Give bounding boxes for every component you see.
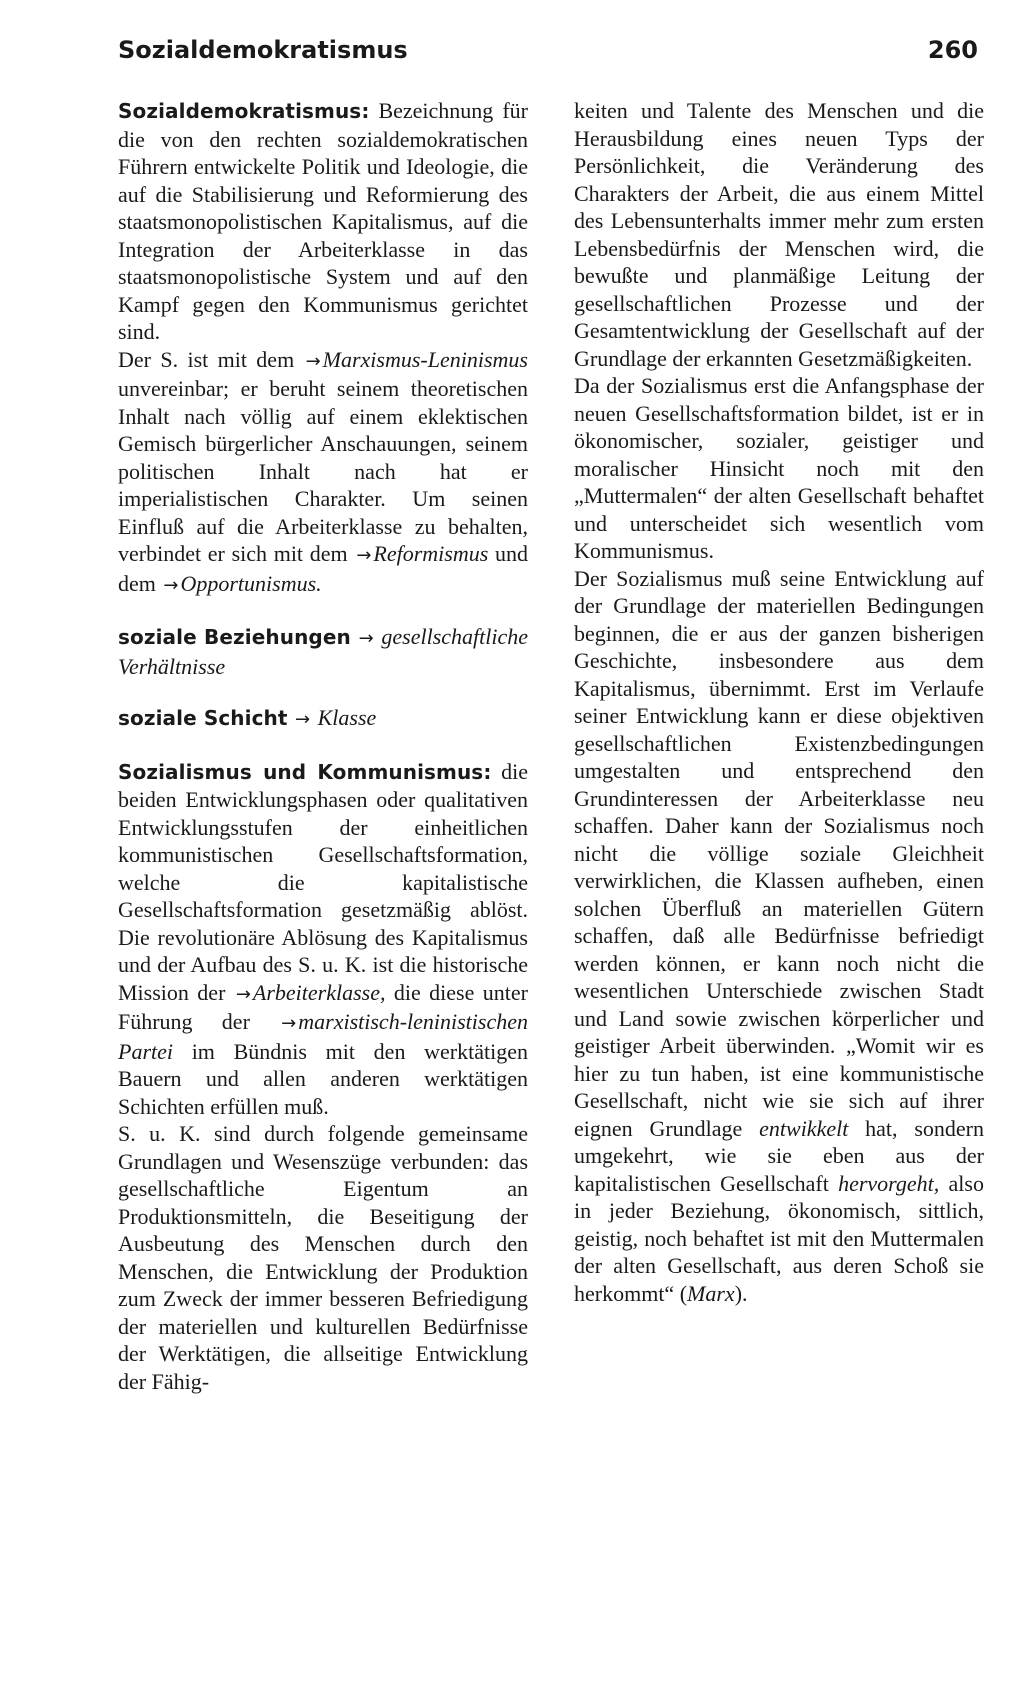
cross-reference[interactable]: Arbeiterklasse,: [252, 979, 386, 1005]
body-text: Der S. ist mit dem: [118, 346, 304, 372]
headword: Sozialdemokratismus:: [118, 99, 370, 123]
emphasis: entwikkelt: [759, 1115, 849, 1141]
cross-reference-arrow-icon: →: [305, 350, 321, 372]
cross-reference[interactable]: Opportunismus.: [180, 570, 322, 596]
entry-sozialismus-und-kommunismus: [118, 758, 528, 1121]
paragraph: Da der Sozialismus erst die Anfangsphase der neuen Gesellschaftsformation bildet, ist er in ökonomischer, sozialer, geistiger und moralischer Hinsicht noch mit den „Muttermalen“ der alten Gesellschaft behaftet und unterscheidet sich wesentlich vom Kommunismus.: [574, 373, 984, 563]
right-column: [574, 97, 984, 1307]
page-number: 260: [927, 36, 978, 64]
cross-reference-arrow-icon: →: [163, 574, 179, 596]
citation-author: Marx: [687, 1280, 735, 1306]
entry-sozialdemokratismus: [118, 97, 528, 346]
running-head-title: Sozialdemokratismus: [118, 36, 408, 64]
definition-text: Bezeichnung für die von den rechten sozialdemokratischen Führern entwickelte Politik und Ideologie, die auf die Stabilisierung und Reformierung des staatsmonopolistischen Kapitalismus, auf die Integration der Arbeiterklasse in das staatsmonopolistische System und auf den Kampf gegen den Kommunismus gerichtet sind.: [118, 98, 528, 344]
body-text: unvereinbar; er beruht seinem theoretischen Inhalt nach völlig auf einem eklektischen Gemisch bürgerlicher Anschauungen, seinem politischen Inhalt nach hat er imperialistischen Charakter. Um seinen Einfluß auf die Arbeiterklasse zu behalten, verbindet er sich mit dem: [118, 376, 528, 566]
body-text: hat, sondern umgekehrt, wie sie eben aus der kapitalistischen Gesellschaft: [574, 1115, 984, 1196]
cross-reference[interactable]: Reformismus: [373, 541, 489, 566]
paragraph: [118, 346, 528, 600]
cross-reference[interactable]: marxistisch-leninistischen Partei: [118, 1009, 528, 1064]
cross-reference[interactable]: Marxismus-Leninismus: [322, 346, 528, 372]
running-head: [118, 36, 978, 76]
body-text: im Bündnis mit den werktätigen Bauern und allen anderen werktätigen Schichten erfüllen muß.: [118, 1038, 528, 1119]
paragraph: S. u. K. sind durch folgende gemeinsame Grundlagen und Wesenszüge verbunden: das gesellschaftliche Eigentum an Produktionsmitteln, die Beseitigung der Ausbeutung des Menschen durch den Menschen, die Entwicklung der Produktion zum Zweck der immer besseren Befriedigung der materiellen und kulturellen Bedürfnisse der Werktätigen, die allseitige Entwicklung der Fähig-: [118, 1121, 528, 1394]
body-text: also in jeder Beziehung, ökonomisch, sittlich, geistig, noch behaftet ist mit den Muttermalen der alten Gesellschaft, aus deren Schoß sie herkommt“ (: [574, 1170, 984, 1306]
cross-reference-arrow-icon: →: [281, 1013, 297, 1034]
headword: soziale Beziehungen: [118, 625, 351, 649]
emphasis: hervorgeht,: [838, 1170, 940, 1196]
body-text: Der Sozialismus muß seine Entwicklung auf der Grundlage der materiellen Bedingungen beginnen, die er aus der ganzen bisherigen Geschichte, insbesondere aus dem Kapitalismus, übernimmt. Erst im Verlaufe seiner Entwicklung kann er diese objektiven gesellschaftlichen Existenzbedingungen umgestalten und entsprechend den Grundinteressen der Arbeiterklasse neu schaffen. Daher kann der Sozialismus noch nicht die völlige soziale Gleichheit verwirklichen, die Klassen aufheben, einen solchen Überfluß an materiellen Gütern schaffen, daß alle Bedürfnisse befriedigt werden können, er kann noch nicht die wesentlichen Unterschiede zwischen Stadt und Land sowie zwischen körperlicher und geistiger Arbeit überwinden. „Womit wir es hier zu tun haben, ist eine kommunistische Gesellschaft, nicht wie sie sich auf ihrer eignen Grundlage: [574, 565, 984, 1141]
body-text: ).: [734, 1280, 748, 1306]
body-text: die beiden Entwicklungsphasen oder qualitativen Entwicklungsstufen der einheitlichen kommunistischen Gesellschaftsformation, welche die kapitalistische Gesellschaftsformation gesetzmäßig ablöst. Die revolutionäre Ablösung des Kapitalismus und der Aufbau des S. u. K. ist die historische Mission der: [118, 758, 528, 1005]
left-column: [118, 97, 528, 1395]
cross-reference[interactable]: gesellschaftliche Verhältnisse: [118, 624, 528, 679]
headword: Sozialismus und Kommunismus:: [118, 759, 492, 784]
cross-reference-arrow-icon: →: [235, 983, 251, 1005]
headword: soziale Schicht: [118, 706, 288, 730]
body-text: und dem: [118, 541, 529, 596]
body-text: die diese unter Führung der: [118, 979, 528, 1034]
cross-reference-arrow-icon: →: [356, 545, 372, 566]
entry-soziale-beziehungen: [118, 623, 528, 680]
cross-reference-arrow-icon: →: [358, 628, 374, 649]
cross-reference[interactable]: Klasse: [317, 705, 377, 730]
paragraph: keiten und Talente des Menschen und die Herausbildung eines neuen Typs der Persönlichkeit, die Veränderung des Charakters der Arbeit, die aus einem Mittel des Lebensunterhalts immer mehr zum ersten Lebensbedürfnis der Menschen wird, die bewußte und planmäßige Leitung der gesellschaftlichen Prozesse und der Gesamtentwicklung der Gesellschaft auf der Grundlage der erkannten Gesetzmäßigkeiten.: [574, 98, 984, 371]
paragraph: [574, 565, 984, 1308]
cross-reference-arrow-icon: →: [295, 709, 311, 730]
entry-soziale-schicht: [118, 704, 528, 734]
